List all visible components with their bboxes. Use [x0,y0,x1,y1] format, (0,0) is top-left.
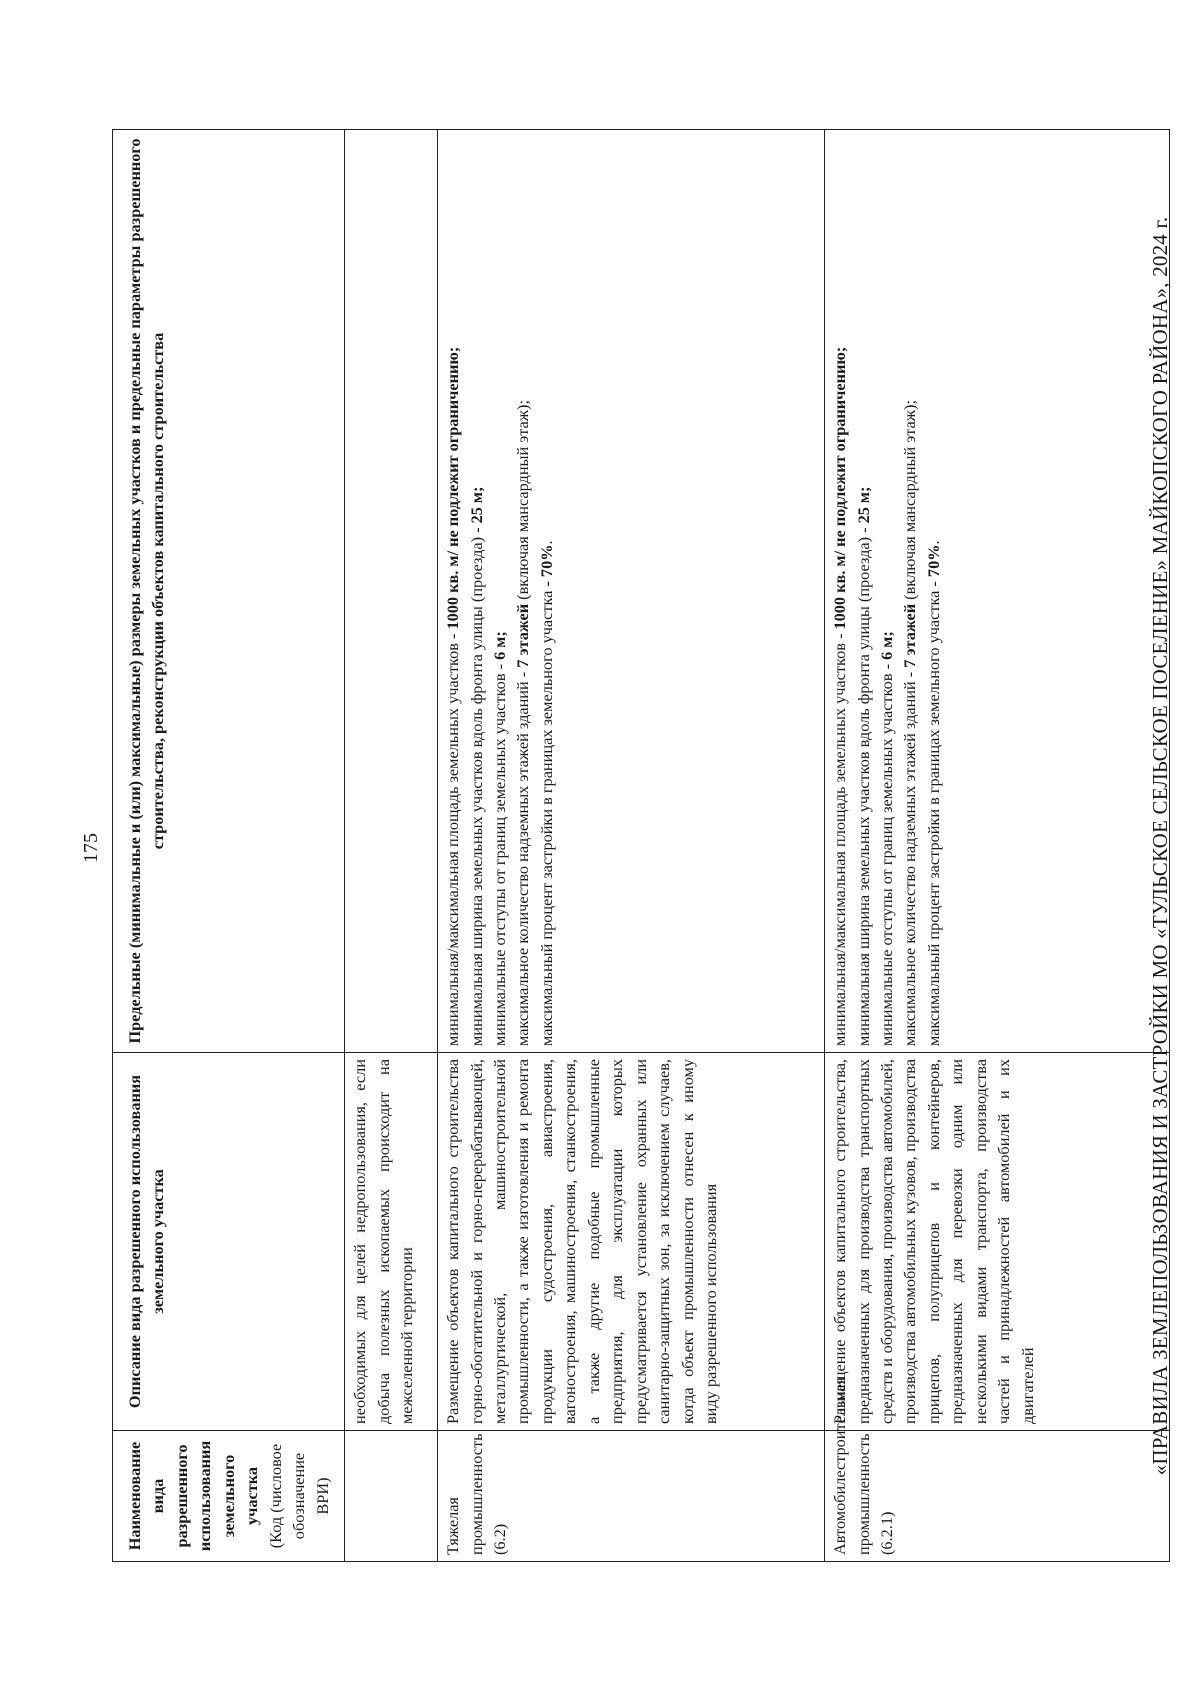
document-footer: «ПРАВИЛА ЗЕМЛЕПОЛЬЗОВАНИЯ И ЗАСТРОЙКИ МО «ТУЛЬСКОЕ СЕЛЬСКОЕ ПОСЕЛЕНИЕ» МАЙКОПСКОГО РАЙОНА», 2024 г. [1148,216,1172,1476]
parameters-cell [825,130,1170,1053]
use-name-cell [345,1431,438,1562]
use-description-cell: Размещение объектов капитального строительства горно-обогатительной и горно-перерабатывающей, металлургической, машиностроительной промышленности, а также изготовления и ремонта продукции судостроения, авиастроения, вагоностроения, машиностроения, станкостроения, а также другие подобные промышленные предприятия, для эксплуатации которых предусматривается установление охранных или санитарно-защитных зон, за исключением случаев, когда объект промышленности отнесен к иному виду разрешенного использования [438,1053,825,1431]
parameters-cell [438,130,825,1053]
table-row [825,130,1170,1562]
param-coverage: максимальный процент застройки в границах земельного участка - 70%. [923,540,943,1046]
header-use-code: (Код (числовое обозначение ВРИ) [265,1443,332,1549]
use-description-cell: необходимых для целей недропользования, если добыча полезных ископаемых происходит на межселенной территории [345,1053,438,1431]
land-use-table [112,129,1170,1562]
table-row [438,130,825,1562]
param-floors: максимальное количество надземных этажей зданий - 7 этажей (включая мансардный этаж); [513,400,533,1046]
param-setback: минимальные отступы от границ земельных участков - 6 м; [489,631,509,1046]
header-use-description: Описание вида разрешенного использования земельного участка [113,1053,345,1431]
table-row [345,130,438,1562]
param-floors: максимальное количество надземных этажей зданий - 7 этажей (включая мансардный этаж); [900,400,920,1046]
param-area: минимальная/максимальная площадь земельных участков - 1000 кв. м/ не подлежит ограничению; [443,346,463,1046]
header-use-name [113,1431,345,1562]
use-name-cell: Автомобилестроительная промышленность (6.2.1) [825,1431,1170,1562]
table-header-row [113,130,345,1562]
header-parameters: Предельные (минимальные и (или) максимальные) размеры земельных участков и предельные параметры разрешенного строительства, реконструкции объектов капитального строительства [113,130,345,1053]
use-description-cell: Размещение объектов капитального строительства, предназначенных для производства транспортных средств и оборудования, производства автомобилей, производства автомобильных кузовов, производства прицепов, полуприцепов и контейнеров, предназначенных для перевозки одним или несколькими видами транспорта, производства частей и принадлежностей автомобилей и их двигателей [825,1053,1170,1431]
parameters-cell [345,130,438,1053]
param-width: минимальная ширина земельных участков вдоль фронта улицы (проезда) - 25 м; [466,486,486,1046]
page-number: 175 [80,833,102,863]
header-use-name-bold: Наименование вида разрешенного использования земельного участка [125,1440,262,1552]
param-area: минимальная/максимальная площадь земельных участков - 1000 кв. м/ не подлежит ограничению; [830,346,850,1046]
param-coverage: максимальный процент застройки в границах земельного участка - 70%. [536,540,556,1046]
use-name-cell: Тяжелая промышленность (6.2) [438,1431,825,1562]
param-width: минимальная ширина земельных участков вдоль фронта улицы (проезда) - 25 м; [853,486,873,1046]
param-setback: минимальные отступы от границ земельных участков - 6 м; [876,631,896,1046]
